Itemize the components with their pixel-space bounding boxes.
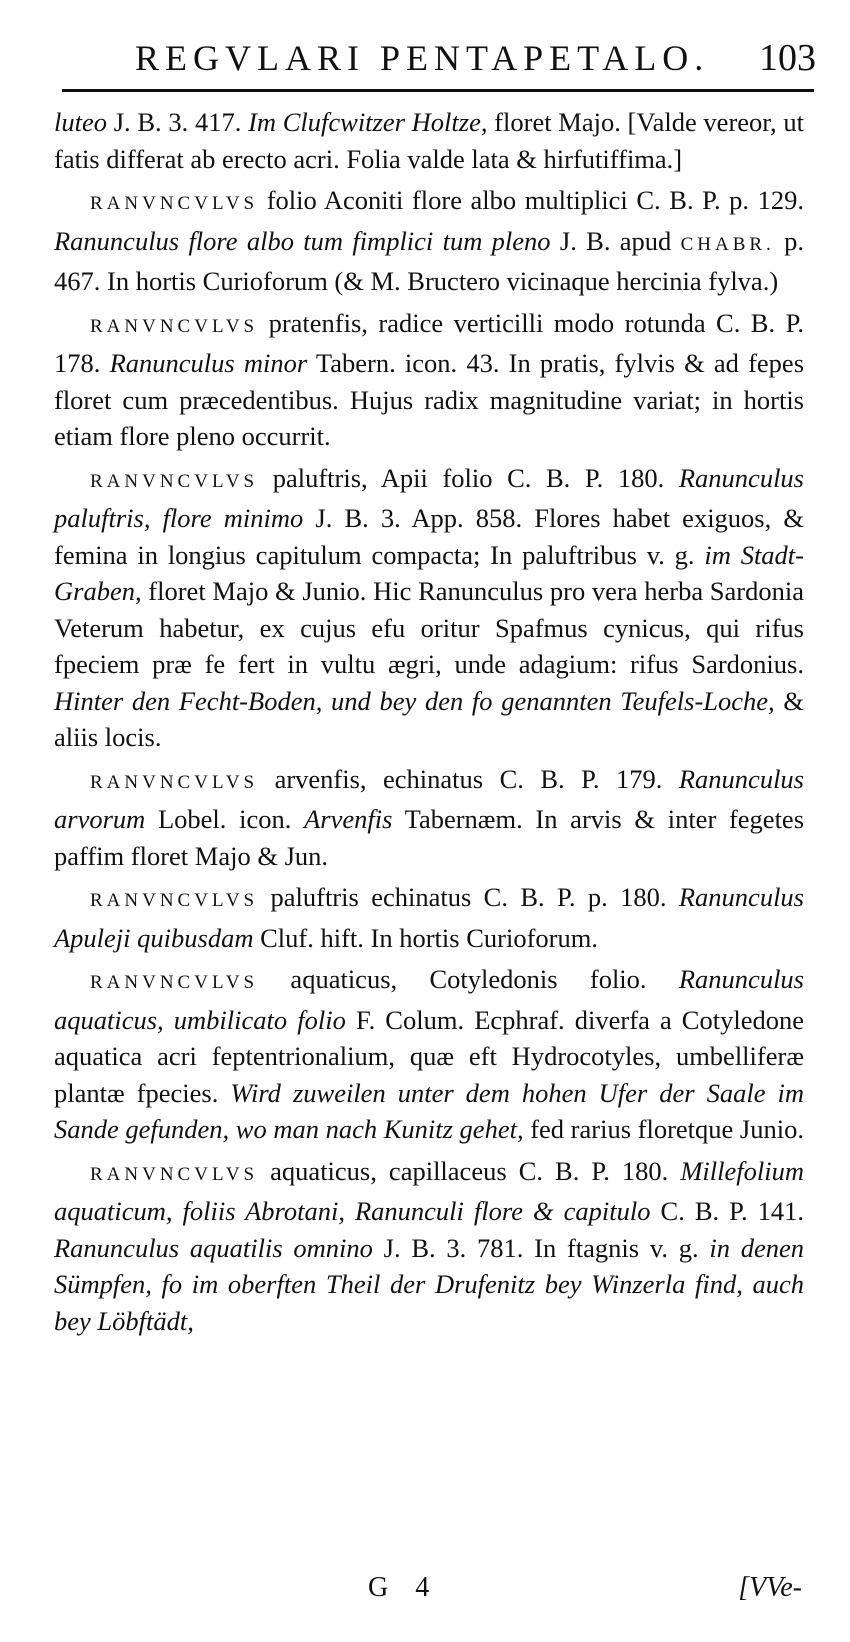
catchword: [VVe- xyxy=(738,1572,802,1603)
text-run: J. B. 3. 417. xyxy=(107,107,249,137)
paragraph-p6 xyxy=(54,961,804,1148)
running-head: REGVLARI PENTAPETALO. xyxy=(135,38,710,78)
text-run: aquaticus, capillaceus C. B. P. 180. xyxy=(258,1155,681,1186)
paragraph-p4 xyxy=(54,761,804,875)
italic-text: Ranunculus Apuleji quibusdam xyxy=(54,882,804,953)
italic-text: Ranunculus aquaticus, umbilicato folio xyxy=(54,964,804,1035)
text-run: Lobel. icon. xyxy=(145,804,305,834)
italic-text: Millefolium aquaticum, foliis Abrotani, Ranunculi flore & capitulo xyxy=(54,1155,804,1226)
italic-text: Wird zuweilen unter dem hohen Ufer der Saale im Sande gefunden, wo man nach Kunitz gehet, xyxy=(54,1077,804,1144)
text-body xyxy=(54,104,804,1344)
small-caps-term: RANVNCVLVS xyxy=(90,1163,259,1185)
text-run: F. Colum. Ecphraf. diverfa a Cotyledone aquatica acri feptentrionalium, quæ eft Hydrocotyles, umbelliferæ plantæ fpecies. xyxy=(54,1004,804,1108)
text-run: fed rarius floretque Junio. xyxy=(523,1114,804,1144)
text-run: Tabernæm. In arvis & inter fegetes paffim floret Majo & Jun. xyxy=(54,804,805,871)
small-caps-term: RANVNCVLVS xyxy=(90,771,259,793)
italic-text: luteo xyxy=(54,107,107,137)
italic-text: Ranunculus flore albo tum fimplici tum pleno xyxy=(54,225,551,256)
text-run: aquaticus, Cotyledonis folio. xyxy=(258,964,679,994)
text-run: folio Aconiti flore albo multiplici C. B. P. p. 129. xyxy=(258,185,804,215)
page-header xyxy=(135,30,816,86)
text-run: floret Majo. [Valde vereor, ut fatis differat ab erecto acri. Folia valde lata & hirfutiffima.] xyxy=(54,107,804,174)
text-run: & aliis locis. xyxy=(54,685,804,752)
text-run: J. B. 3. App. 858. Flores habet exiguos, & femina in longius capitulum compacta; In paluftribus v. g. xyxy=(54,503,804,570)
small-caps-term: RANVNCVLVS xyxy=(90,315,259,337)
italic-text: im Stadt-Graben, xyxy=(54,539,804,606)
text-run: paluftris, Apii folio C. B. P. 180. xyxy=(258,462,679,493)
small-caps-term: RANVNCVLVS xyxy=(90,972,259,993)
italic-text: Im Clufcwitzer Holtze, xyxy=(248,107,488,137)
paragraph-p2 xyxy=(54,305,804,455)
small-caps-term: RANVNCVLVS xyxy=(90,890,259,911)
italic-text: Hinter den Fecht-Boden, und bey den fo genannten Teufels-Loche, xyxy=(54,685,775,716)
italic-text: in denen Sümpfen, fo im oberften Theil der Drufenitz bey Winzerla find, auch bey Löbftädt, xyxy=(54,1232,804,1336)
signature-mark: G 4 xyxy=(368,1572,440,1603)
italic-text: Ranunculus aquatilis omnino xyxy=(54,1232,373,1263)
paragraph-p1 xyxy=(54,182,804,300)
italic-text: Arvenfis xyxy=(304,804,393,834)
paragraph-p0 xyxy=(54,104,804,177)
small-caps-term: RANVNCVLVS xyxy=(90,470,259,492)
text-run: arvenfis, echinatus C. B. P. 179. xyxy=(258,763,679,794)
header-rule xyxy=(62,89,814,92)
text-run: p. 467. In hortis Curioforum (& M. Bructero vicinaque hercinia fylva.) xyxy=(54,225,805,296)
small-caps-term: RANVNCVLVS xyxy=(90,193,259,214)
italic-text: Ranunculus paluftris, flore minimo xyxy=(54,462,804,533)
page-footer xyxy=(0,1572,850,1612)
text-run: Tabern. icon. 43. In pratis, fylvis & ad fepes floret cum præcedentibus. Hujus radix magnitudine variat; in hortis etiam flore pleno occurrit. xyxy=(54,348,805,451)
italic-text: Ranunculus arvorum xyxy=(54,763,804,834)
paragraph-p5 xyxy=(54,879,804,956)
text-run: floret Majo & Junio. Hic Ranunculus pro vera herba Sardonia Veterum habetur, ex cujus efu oritur Spafmus cynicus, qui rifus fpeciem præ fe fert in vultu ægri, unde adagium: rifus Sardonius. xyxy=(54,576,804,679)
paragraph-p3 xyxy=(54,460,804,756)
text-run: Cluf. hift. In hortis Curioforum. xyxy=(253,922,598,953)
text-run: paluftris echinatus C. B. P. p. 180. xyxy=(258,882,679,912)
small-caps-term: CHABR. xyxy=(680,233,775,255)
italic-text: Ranunculus minor xyxy=(109,348,308,378)
text-run: J. B. apud xyxy=(550,225,681,256)
paragraph-p7 xyxy=(54,1153,804,1340)
page-number: 103 xyxy=(759,37,816,79)
text-run: J. B. 3. 781. In ftagnis v. g. xyxy=(372,1232,710,1263)
text-run: pratenfis, radice verticilli modo rotunda C. B. P. 178. xyxy=(54,307,804,378)
text-run: C. B. P. 141. xyxy=(650,1196,804,1226)
